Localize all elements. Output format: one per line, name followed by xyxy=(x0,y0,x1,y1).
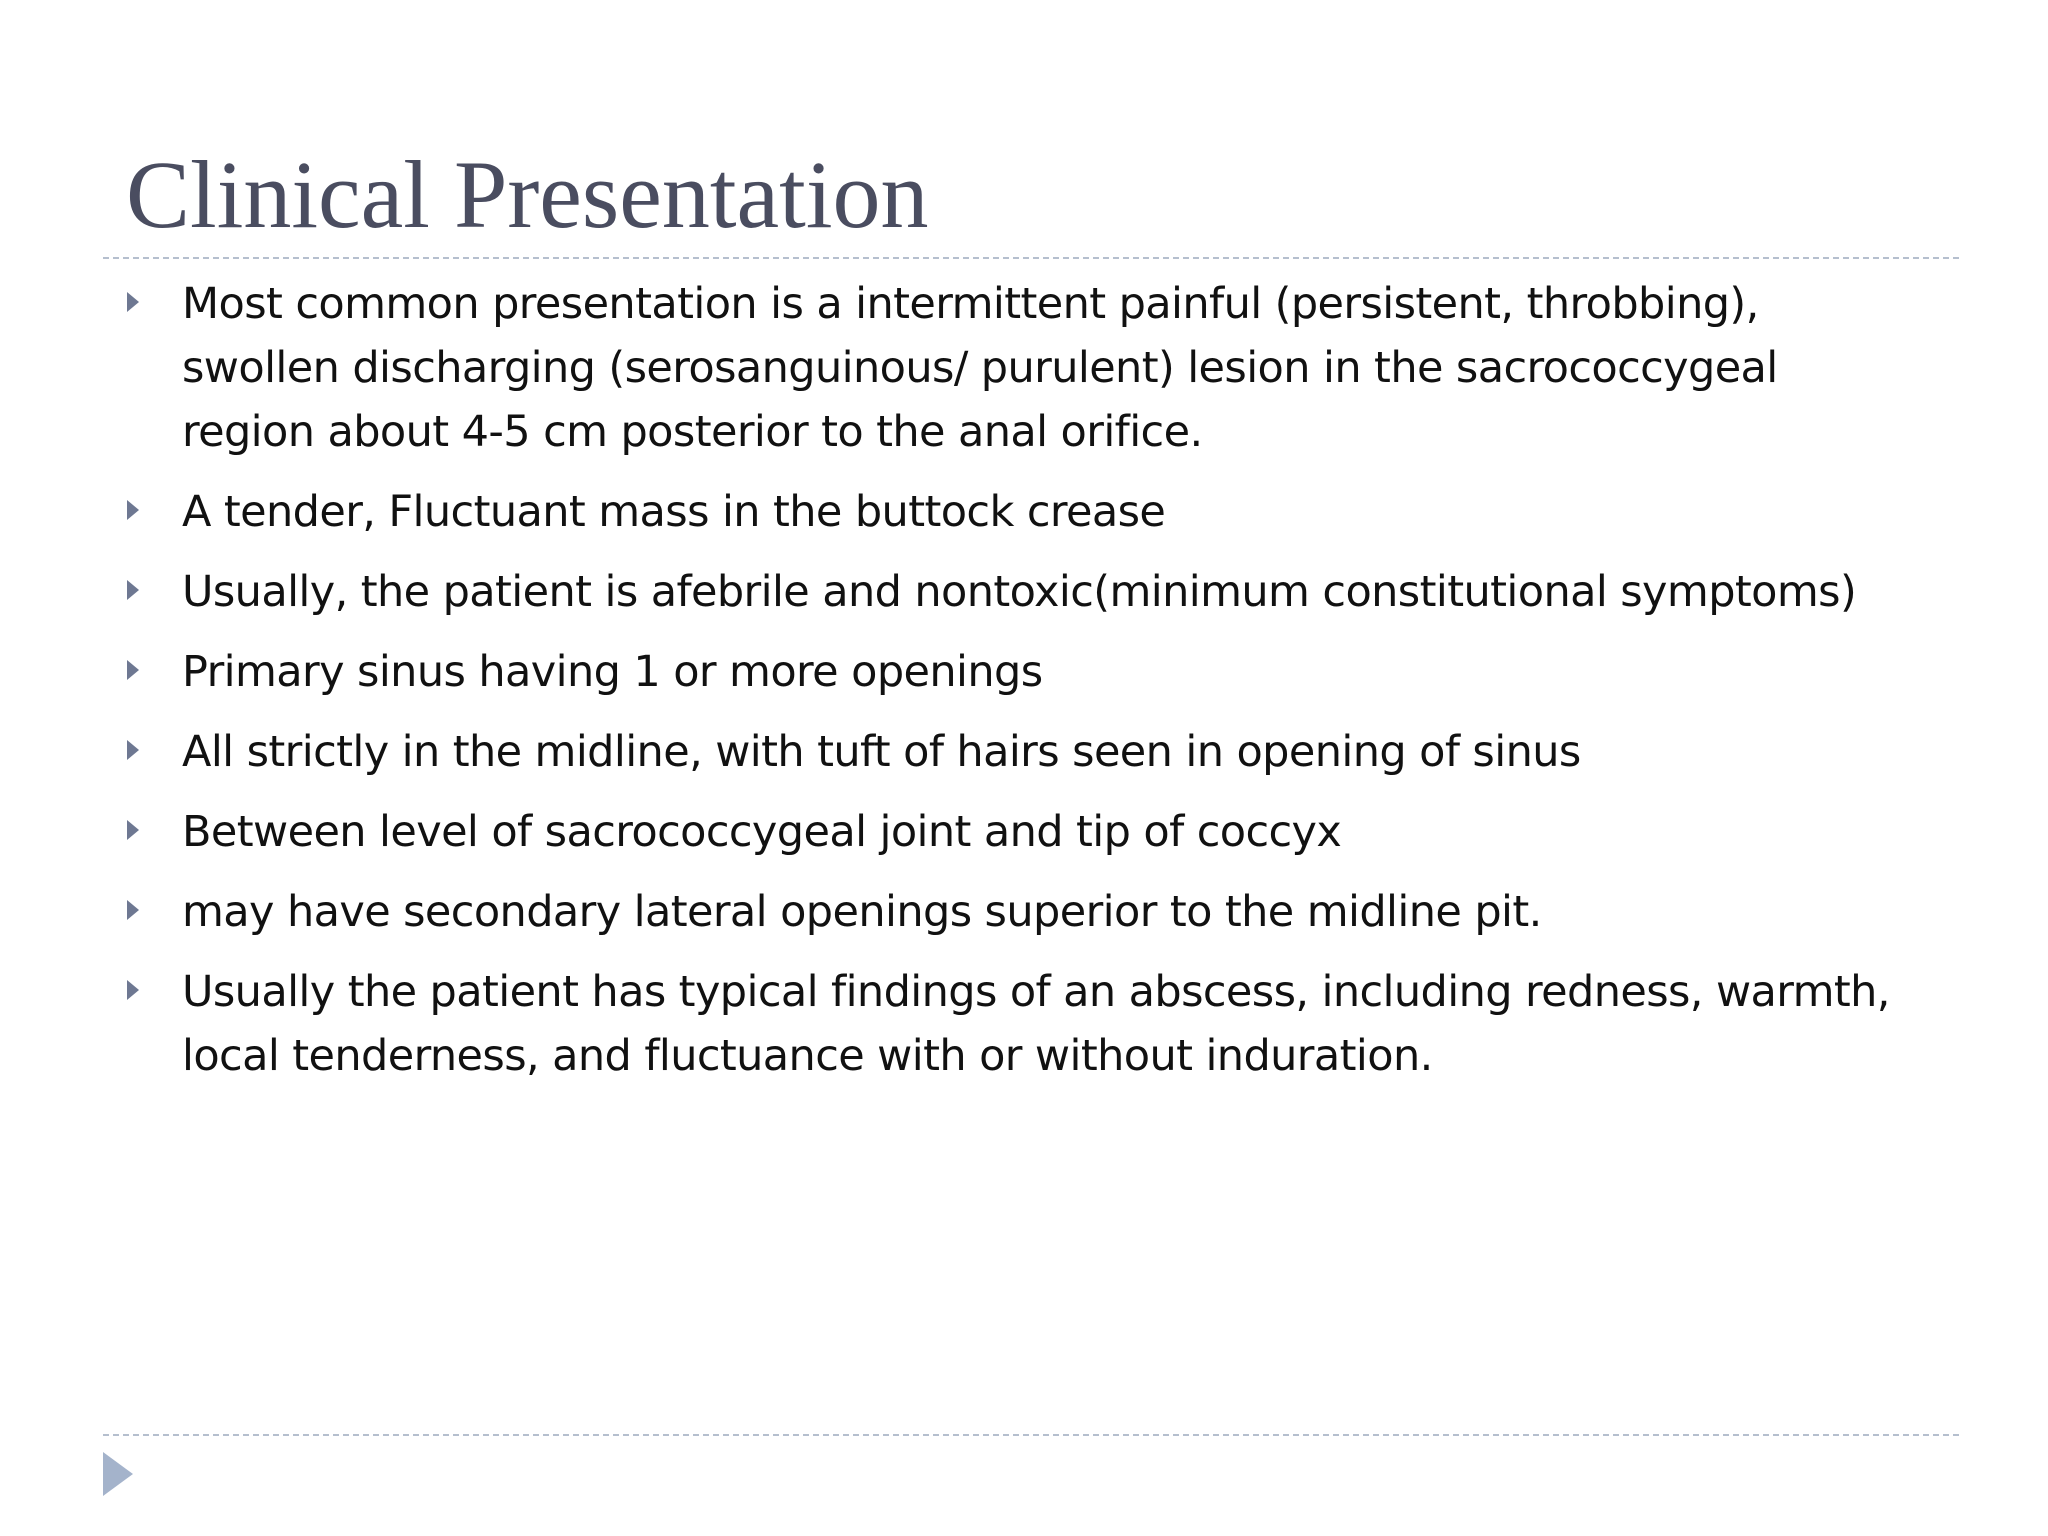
bullet-triangle-icon xyxy=(127,500,139,520)
bullet-item xyxy=(127,560,1917,624)
footer-divider xyxy=(103,1434,1959,1436)
bullet-triangle-icon xyxy=(127,292,139,312)
bullet-item xyxy=(127,800,1917,864)
bullet-item xyxy=(127,960,1917,1088)
bullet-text: A tender, Fluctuant mass in the buttock crease xyxy=(182,487,1166,537)
bullet-text: Usually, the patient is afebrile and nontoxic(minimum constitutional symptoms) xyxy=(182,567,1857,617)
slide-title: Clinical Presentation xyxy=(126,141,929,248)
bullet-text: Primary sinus having 1 or more openings xyxy=(182,647,1043,697)
bullet-list xyxy=(127,272,1917,1104)
bullet-triangle-icon xyxy=(127,660,139,680)
bullet-triangle-icon xyxy=(127,740,139,760)
bullet-item xyxy=(127,640,1917,704)
bullet-item xyxy=(127,720,1917,784)
bullet-item xyxy=(127,480,1917,544)
bullet-text: may have secondary lateral openings superior to the midline pit. xyxy=(182,887,1542,937)
bullet-text: Between level of sacrococcygeal joint and tip of coccyx xyxy=(182,807,1342,857)
bullet-text: All strictly in the midline, with tuft of hairs seen in opening of sinus xyxy=(182,727,1581,777)
bullet-triangle-icon xyxy=(127,980,139,1000)
corner-triangle-icon xyxy=(103,1452,133,1496)
bullet-item xyxy=(127,880,1917,944)
bullet-item xyxy=(127,272,1917,464)
bullet-triangle-icon xyxy=(127,580,139,600)
title-divider xyxy=(103,257,1959,259)
bullet-triangle-icon xyxy=(127,820,139,840)
bullet-text: Most common presentation is a intermittent painful (persistent, throbbing), swollen discharging (serosanguinous/ purulent) lesion in the sacrococcygeal region about 4-5 cm posterior to the anal orifice. xyxy=(182,279,1778,457)
bullet-triangle-icon xyxy=(127,900,139,920)
bullet-text: Usually the patient has typical findings of an abscess, including redness, warmth, local tenderness, and fluctuance with or without induration. xyxy=(182,967,1890,1081)
